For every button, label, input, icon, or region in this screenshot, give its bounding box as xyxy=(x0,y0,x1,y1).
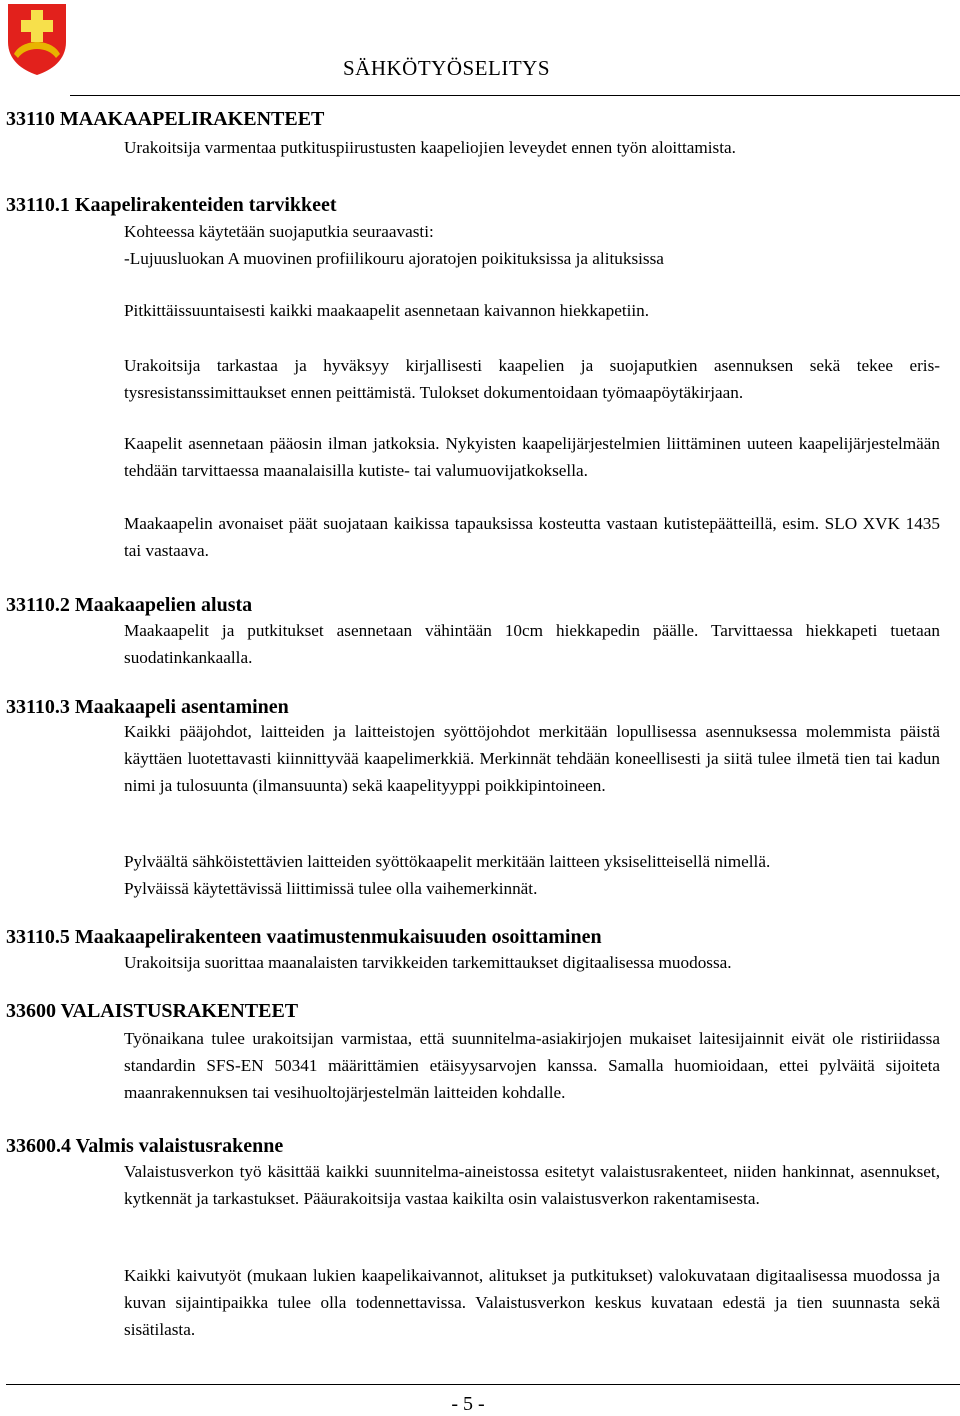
municipal-coat-of-arms-logo xyxy=(6,2,68,76)
section-heading-33110-3: 33110.3 Maakaapeli asentaminen xyxy=(6,696,289,718)
section-heading-33110: 33110 MAAKAAPELIRAKENTEET xyxy=(6,108,325,130)
footer-divider xyxy=(6,1384,960,1385)
paragraph-33110-3-p2a: Pylväältä sähköistettävien laitteiden syöttökaapelit merkitään laitteen yksiselitteisellä nimellä. xyxy=(124,852,771,871)
paragraph-33110-1: Urakoitsija varmentaa putkituspiirustusten kaapeliojien leveydet ennen työn aloittamista. xyxy=(124,138,736,157)
paragraph-33110-1-p3: Kaapelit asennetaan pääosin ilman jatkoksia. Nykyisten kaapelijärjestelmien liittäminen uuteen kaapelijärjestelmään tehdään tarvittaessa maanalaisilla kutiste- tai valumuovijatkoksella. xyxy=(124,434,940,480)
paragraph-33600-4-p1: Valaistusverkon työ käsittää kaikki suunnitelma-aineistossa esitetyt valaistusrakenteet, niiden hankinnat, asennukset, kytkennät ja tarkastukset. Pääurakoitsija vastaa kaikilta osin valaistusverkon rakentamisesta. xyxy=(124,1162,940,1208)
document-header-title: SÄHKÖTYÖSELITYS xyxy=(343,56,550,80)
section-heading-33110-1: 33110.1 Kaapelirakenteiden tarvikkeet xyxy=(6,194,337,216)
section-heading-33600-4: 33600.4 Valmis valaistusrakenne xyxy=(6,1135,284,1157)
page-number: - 5 - xyxy=(451,1393,485,1415)
paragraph-33110-3-p1: Kaikki pääjohdot, laitteiden ja laitteistojen syöttöjohdot merkitään lopullisessa asennuksessa molemmista päistä käyttäen luotettavasti kiinnittyvää kaapelimerkkiä. Merkinnät tehdään koneellisesti ja siitä tulee ilmetä tien tai kadun nimi ja tulosuunta (ilmansuunta) sekä kaapelityyppi poikkipintoineen. xyxy=(124,722,940,795)
section-heading-33600: 33600 VALAISTUSRAKENTEET xyxy=(6,1000,299,1022)
paragraph-33110-2-p1: Maakaapelit ja putkitukset asennetaan vähintään 10cm hiekkapedin päälle. Tarvittaessa hiekkapeti tuetaan suodatinkankaalla. xyxy=(124,621,940,667)
paragraph-33110-3-p2b: Pylväissä käytettävissä liittimissä tulee olla vaihemerkinnät. xyxy=(124,879,538,898)
paragraph-33110-1-p4: Maakaapelin avonaiset päät suojataan kaikissa tapauksissa kosteutta vastaan kutistepäätteillä, esim. SLO XVK 1435 tai vastaava. xyxy=(124,514,940,560)
section-heading-33110-2: 33110.2 Maakaapelien alusta xyxy=(6,594,253,616)
paragraph-33110-1-p1: Pitkittäissuuntaisesti kaikki maakaapelit asennetaan kaivannon hiekkapetiin. xyxy=(124,301,650,320)
paragraph-33110-1-line2: -Lujuusluokan A muovinen profiilikouru ajoratojen poikituksissa ja alituksissa xyxy=(124,249,664,268)
section-heading-33110-5: 33110.5 Maakaapelirakenteen vaatimustenmukaisuuden osoittaminen xyxy=(6,926,602,948)
paragraph-33110-5-p1: Urakoitsija suorittaa maanalaisten tarvikkeiden tarkemittaukset digitaalisessa muodossa. xyxy=(124,953,732,972)
paragraph-33600-p1: Työnaikana tulee urakoitsijan varmistaa, että suunnitelma-asiakirjojen mukaiset laitesijainnit eivät ole ristiriidassa standardin SFS-EN 50341 määrittämien etäisyysarvojen kanssa. Samalla huomioidaan, ettei pylväitä sijoiteta maanrakennuksen tai vesihuoltojärjestelmän laitteiden kohdalle. xyxy=(124,1029,940,1102)
paragraph-33600-4-p2: Kaikki kaivutyöt (mukaan lukien kaapelikaivannot, alitukset ja putkitukset) valokuvataan digitaalisessa muodossa ja kuvan sijaintipaikka tulee olla todennettavissa. Valaistusverkon keskus kuvataan edestä ja tien suunnasta sekä sisätilasta. xyxy=(124,1266,940,1339)
header-divider xyxy=(70,95,960,96)
paragraph-33110-1-p2: Urakoitsija tarkastaa ja hyväksyy kirjallisesti kaapelien ja suojaputkien asennuksen sekä tekee eristysresistanssimittaukset ennen peittämistä. Tulokset dokumentoidaan työmaapöytäkirjaan. xyxy=(124,356,940,402)
paragraph-33110-1-line1: Kohteessa käytetään suojaputkia seuraavasti: xyxy=(124,222,434,241)
